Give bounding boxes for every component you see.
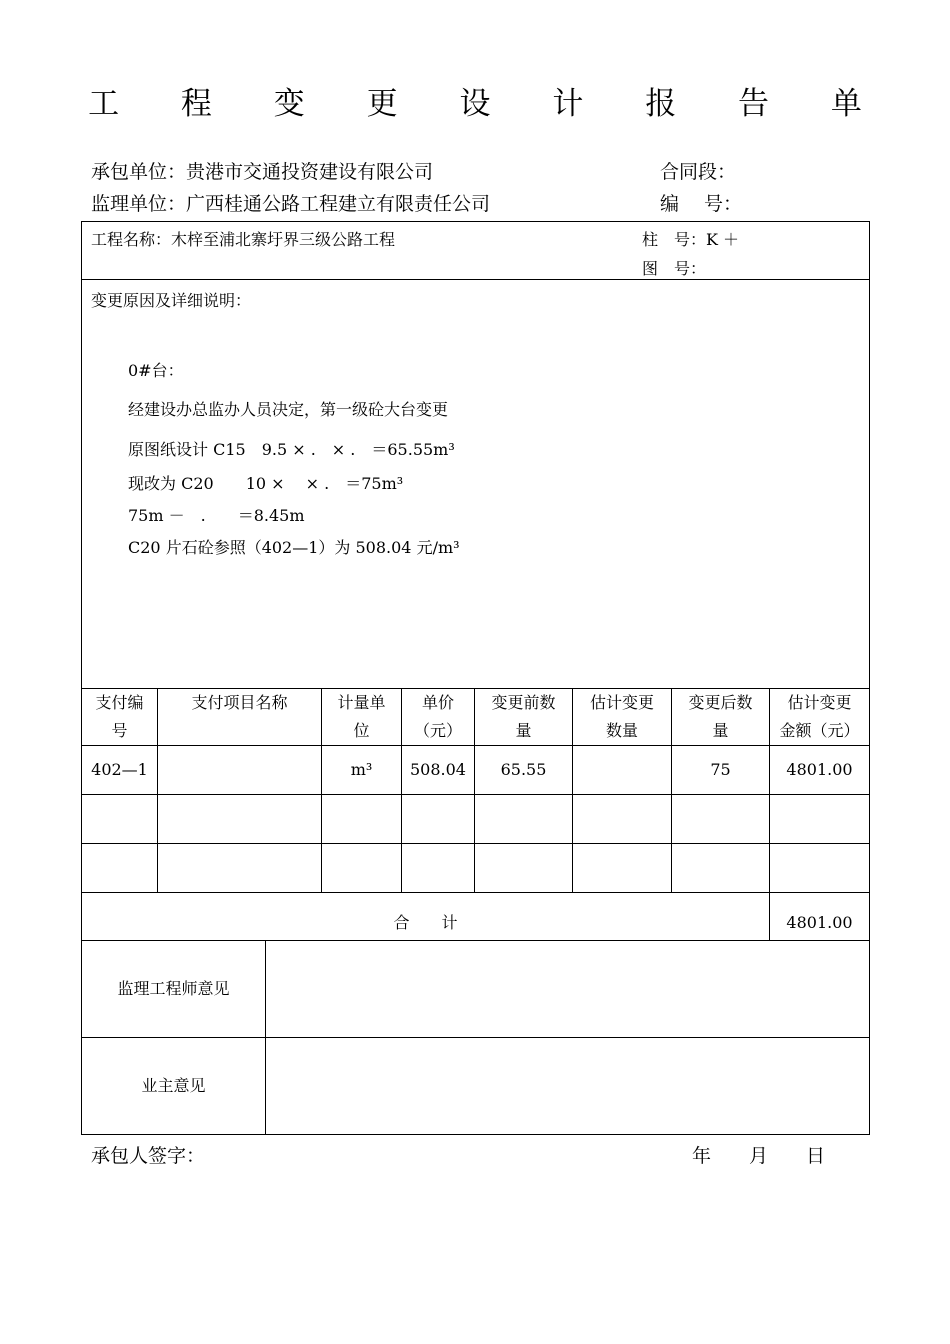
cell-before-qty: 65.55 — [500, 760, 547, 779]
col-header-est-amount: 估计变更 金额（元） — [779, 693, 860, 740]
cell-price — [402, 844, 474, 892]
cell-after-qty — [672, 795, 769, 843]
cell-est-amount — [770, 844, 869, 892]
supervisor-row — [91, 189, 490, 216]
project-name-value: 木梓至浦北寨圩界三级公路工程 — [171, 230, 396, 249]
page-title: 工 程 变 更 设 计 报 告 单 — [88, 86, 888, 122]
col-header-price: 单价 （元） — [413, 693, 462, 740]
cell-code — [82, 795, 157, 843]
date-label: 年 月 日 — [692, 1145, 826, 1167]
description-line: 原图纸设计 C15 9.5 × . × . ＝65.55m³ — [128, 440, 455, 459]
col-header-est-qty: 估计变更 数量 — [589, 693, 654, 740]
number-label: 编 号： — [660, 193, 743, 215]
col-header-item: 支付项目名称 — [191, 693, 288, 712]
description-line: C20 片石砼参照（402—1）为 508.04 元/m³ — [128, 538, 460, 557]
total-amount: 4801.00 — [786, 913, 853, 932]
cell-est-qty — [573, 795, 671, 843]
col-header-before-qty: 变更前数 量 — [491, 693, 556, 740]
supervisor-label: 监理单位： — [91, 193, 187, 215]
cell-est-qty — [573, 746, 671, 794]
project-name-row — [91, 227, 395, 250]
project-name-label: 工程名称： — [91, 230, 172, 249]
col-header-after-qty: 变更后数 量 — [688, 693, 753, 740]
station-label: 柱 号：K ＋ — [642, 230, 740, 249]
col-header-code: 支付编 号 — [95, 693, 144, 740]
col-header-unit: 计量单 位 — [337, 693, 386, 740]
cell-item — [158, 795, 321, 843]
supervisor-value: 广西桂通公路工程建立有限责任公司 — [186, 193, 491, 215]
cell-est-amount — [770, 795, 869, 843]
engineer-opinion-label: 监理工程师意见 — [117, 979, 230, 998]
cell-est-qty — [573, 844, 671, 892]
cell-code — [82, 844, 157, 892]
engineer-opinion-field[interactable] — [266, 941, 869, 1037]
cell-unit: m³ — [350, 760, 373, 779]
description-line: 现改为 C20 10 × × . ＝75m³ — [128, 474, 404, 493]
cell-before-qty — [475, 844, 572, 892]
description-line: 经建设办总监办人员决定，第一级砼大台变更 — [128, 400, 449, 419]
contractor-row — [91, 157, 433, 184]
cell-item — [158, 844, 321, 892]
cell-est-amount: 4801.00 — [786, 760, 853, 779]
cell-after-qty — [672, 844, 769, 892]
cell-after-qty: 75 — [710, 760, 731, 779]
signature-label: 承包人签字： — [91, 1145, 206, 1167]
drawing-number-label: 图 号： — [642, 259, 707, 278]
description-label: 变更原因及详细说明： — [91, 291, 252, 310]
total-label: 合 计 — [393, 913, 458, 932]
contract-section-label: 合同段： — [660, 161, 737, 183]
cell-code: 402—1 — [91, 760, 148, 779]
cell-unit — [322, 844, 401, 892]
cell-before-qty — [475, 795, 572, 843]
owner-opinion-label: 业主意见 — [141, 1076, 206, 1095]
description-line: 0#台： — [128, 361, 184, 380]
cell-price: 508.04 — [410, 760, 466, 779]
contractor-label: 承包单位： — [91, 161, 187, 183]
contractor-value: 贵港市交通投资建设有限公司 — [186, 161, 434, 183]
description-line: 75m － . ＝8.45m — [128, 506, 305, 525]
owner-opinion-field[interactable] — [266, 1038, 869, 1134]
cell-item — [158, 746, 321, 794]
cell-unit — [322, 795, 401, 843]
cell-price — [402, 795, 474, 843]
